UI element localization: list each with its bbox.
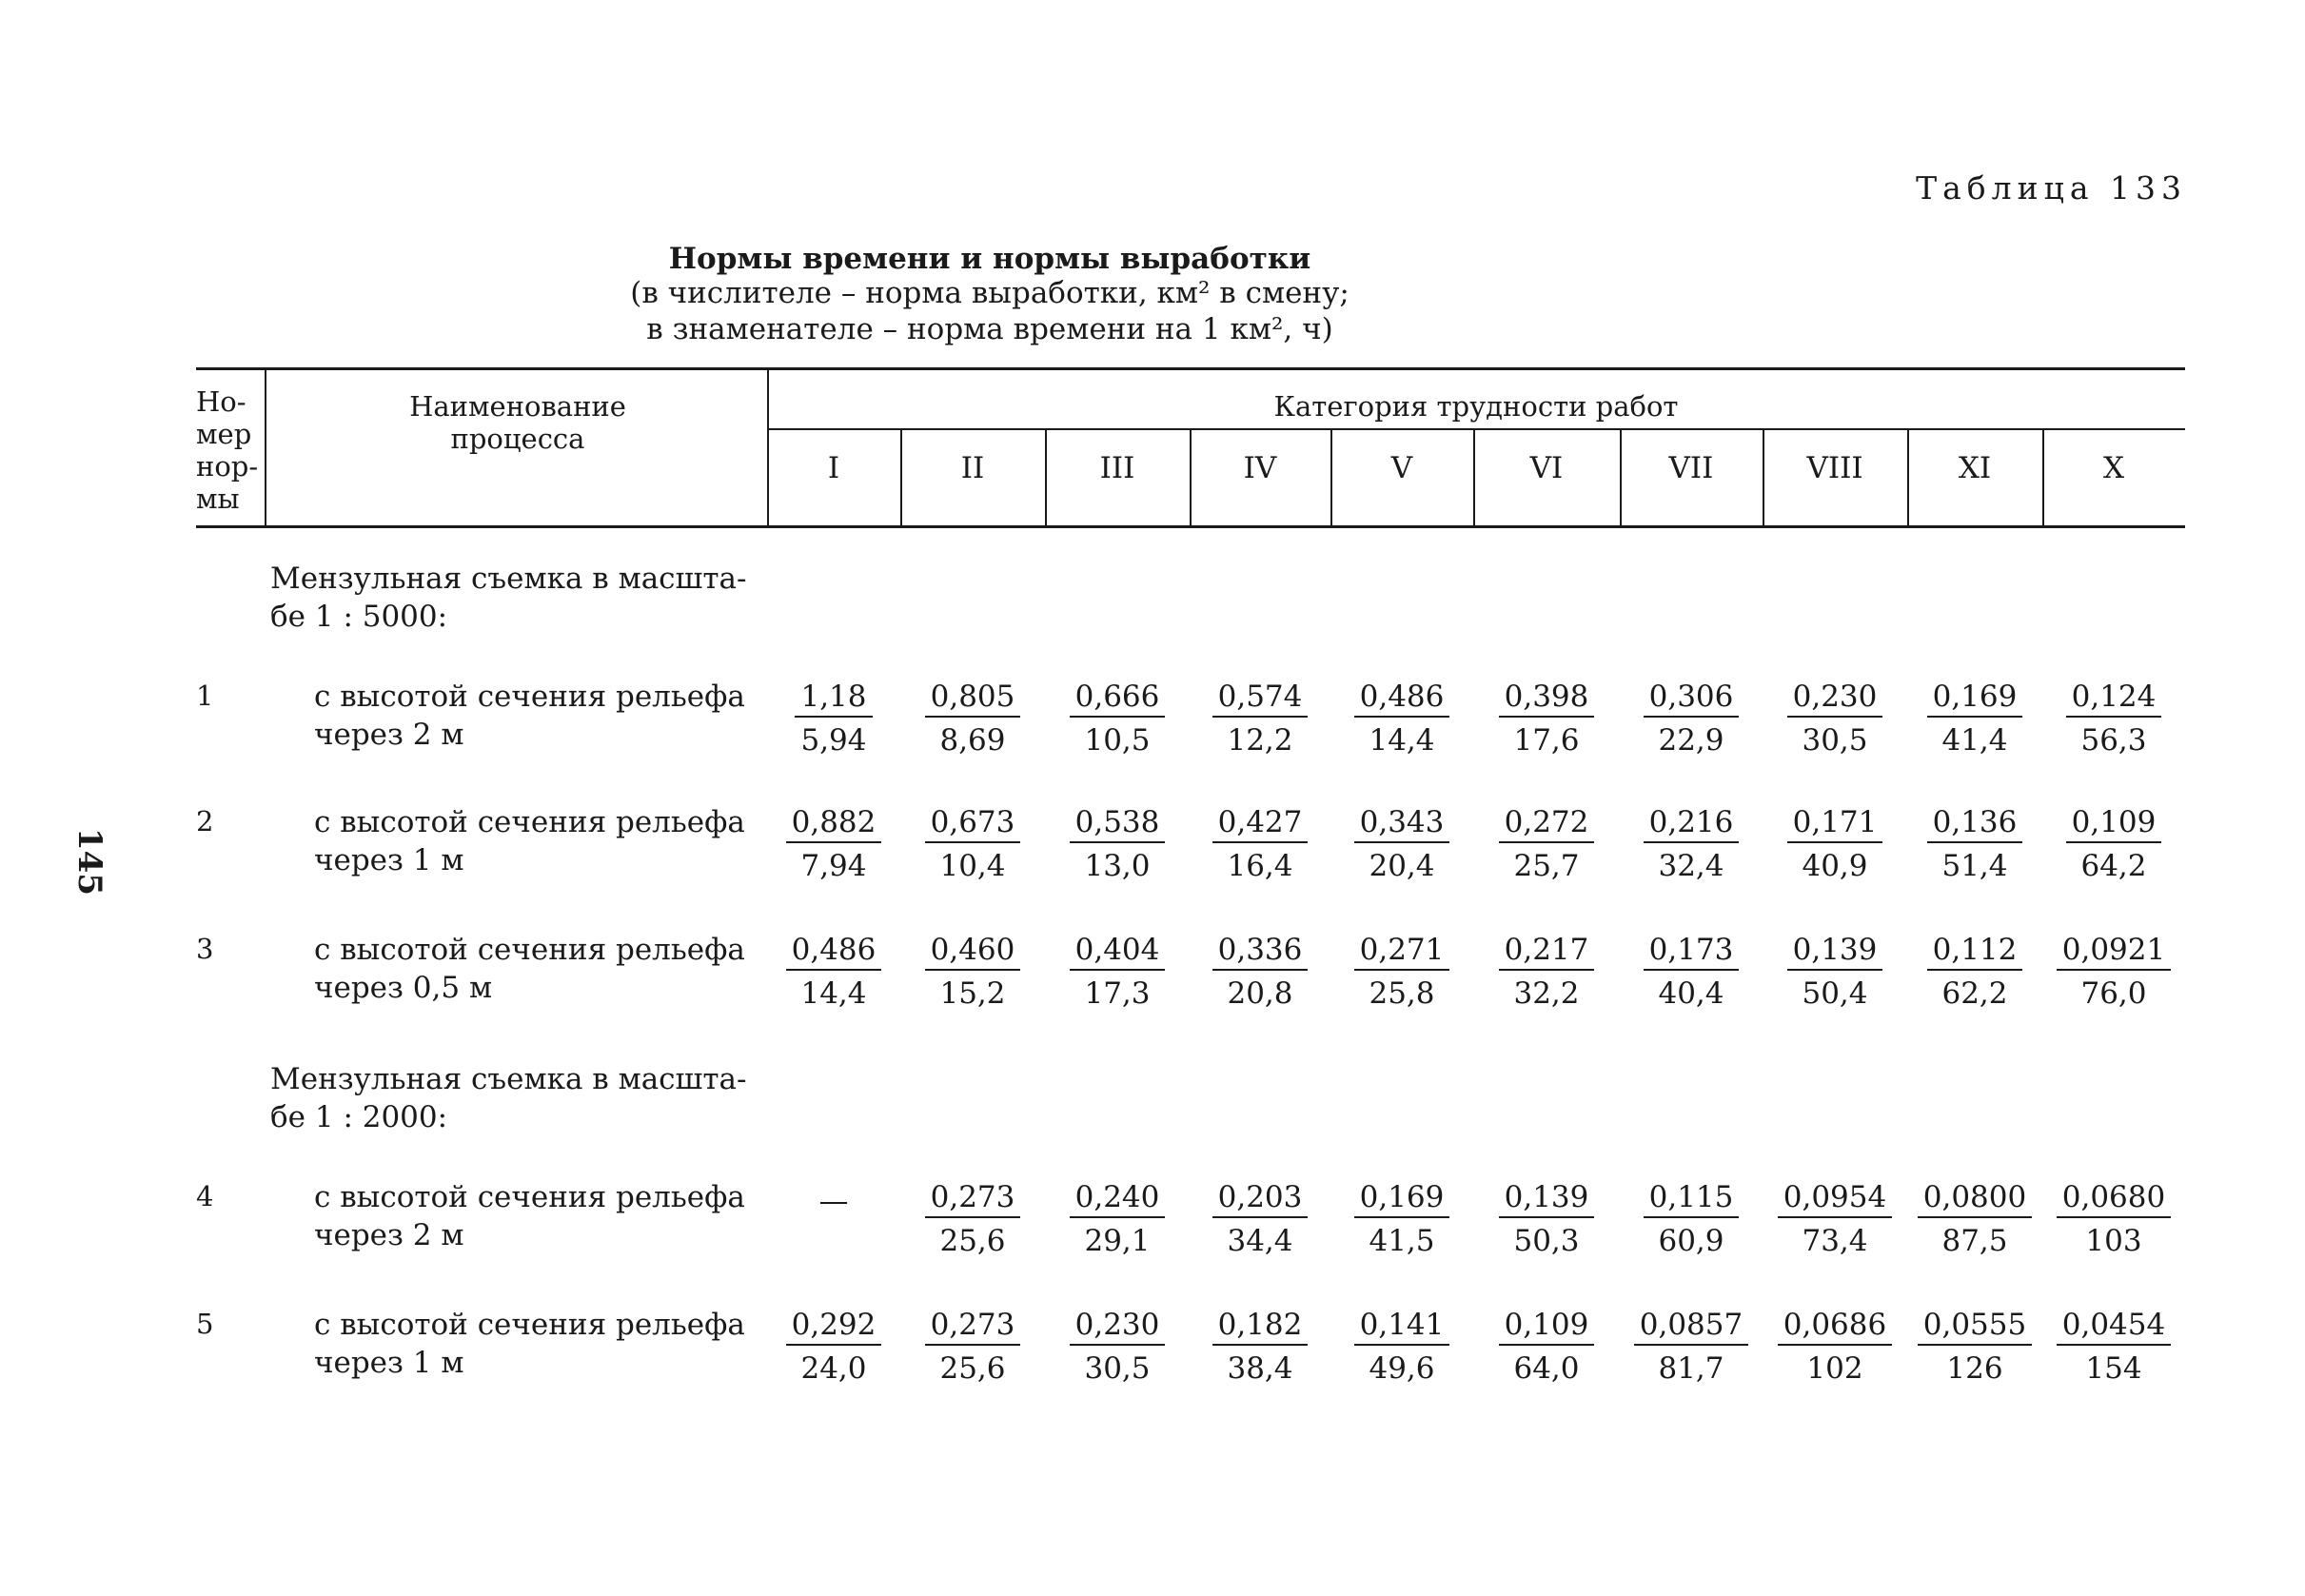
table-cell [1907, 803, 2042, 885]
denominator-value: 102 [1806, 1351, 1863, 1386]
denominator-value: 17,3 [1084, 976, 1151, 1011]
table-cell [1330, 1306, 1473, 1388]
table-cell [1190, 1178, 1330, 1260]
denominator-value: 10,4 [939, 849, 1006, 883]
numerator-value: 0,109 [1499, 1306, 1595, 1346]
denominator-value: 7,94 [800, 849, 867, 883]
denominator-value: 76,0 [2080, 976, 2147, 1011]
table-cell [767, 803, 900, 885]
numerator-value: 0,169 [1927, 678, 2023, 718]
numerator-value: 0,398 [1499, 678, 1595, 718]
table-cell [767, 931, 900, 1013]
table-cell [1620, 803, 1763, 885]
table-cell [1045, 931, 1190, 1013]
table-cell [900, 1306, 1045, 1388]
numerator-value: 0,109 [2066, 803, 2162, 843]
numerator-value: 0,538 [1070, 803, 1166, 843]
numerator-value: 0,0555 [1918, 1306, 2032, 1346]
denominator-value: 20,8 [1227, 976, 1293, 1011]
table-cell [2042, 803, 2185, 885]
row-number: 4 [196, 1180, 214, 1212]
denominator-value: 126 [1946, 1351, 2003, 1386]
subtitle-line-2: в знаменателе – норма времени на 1 км², ч) [646, 312, 1333, 346]
denominator-value: 14,4 [1369, 723, 1435, 758]
denominator-value: 20,4 [1369, 849, 1435, 883]
row-name-line: с высотой сечения рельефа [314, 680, 745, 714]
numerator-value: 1,18 [795, 678, 872, 718]
numerator-value: 0,171 [1787, 803, 1883, 843]
table-cell [1330, 931, 1473, 1013]
numerator-value: 0,273 [925, 1306, 1021, 1346]
table-cell [1473, 1306, 1620, 1388]
denominator-value: 32,2 [1513, 976, 1580, 1011]
denominator-value: 154 [2085, 1351, 2142, 1386]
row-number: 1 [196, 680, 214, 712]
row-name-line: с высотой сечения рельефа [314, 933, 745, 967]
table-cell [1045, 803, 1190, 885]
column-header: III [1099, 451, 1135, 485]
denominator-value: 40,9 [1802, 849, 1868, 883]
numerator-value: 0,139 [1499, 1178, 1595, 1218]
denominator-value: 62,2 [1941, 976, 2008, 1011]
table-cell [900, 931, 1045, 1013]
row-number: 5 [196, 1308, 214, 1340]
numerator-value: 0,271 [1354, 931, 1450, 971]
table-cell [1045, 678, 1190, 759]
table-cell [1620, 678, 1763, 759]
table-cell [900, 678, 1045, 759]
row-name [314, 931, 761, 1007]
numerator-value: 0,230 [1070, 1306, 1166, 1346]
numerator-value: 0,805 [925, 678, 1021, 718]
denominator-value: 16,4 [1227, 849, 1293, 883]
denominator-value: 51,4 [1941, 849, 2008, 883]
row-name [314, 1178, 761, 1254]
numerator-value: 0,115 [1644, 1178, 1740, 1218]
table-cell [767, 1182, 900, 1220]
table-cell [1620, 931, 1763, 1013]
numerator-value: 0,460 [925, 931, 1021, 971]
column-header: VI [1529, 451, 1564, 485]
table-cell [1763, 678, 1907, 759]
row-name-line: через 1 м [314, 1346, 464, 1380]
column-header: X [2102, 451, 2125, 485]
row-name [314, 803, 761, 879]
numerator-value: 0,124 [2066, 678, 2162, 718]
table-cell [767, 678, 900, 759]
section-title: Мензульная съемка в масшта- бе 1 : 5000: [270, 562, 747, 634]
denominator-value: 22,9 [1658, 723, 1724, 758]
category-rule [767, 428, 2185, 430]
header-number-column: Но- мер нор- мы [196, 385, 259, 515]
row-name [314, 1306, 761, 1382]
numerator-value: 0,0921 [2057, 931, 2171, 971]
row-name-line: через 2 м [314, 1218, 464, 1252]
denominator-value: 24,0 [800, 1351, 867, 1386]
numerator-value: 0,486 [1354, 678, 1450, 718]
table-cell [2042, 678, 2185, 759]
column-header: VII [1668, 451, 1714, 485]
numerator-value: 0,673 [925, 803, 1021, 843]
numerator-value: 0,169 [1354, 1178, 1450, 1218]
denominator-value: 5,94 [800, 723, 867, 758]
numerator-value: 0,141 [1354, 1306, 1450, 1346]
table-label: Таблица 133 [1916, 169, 2187, 207]
denominator-value: 25,7 [1513, 849, 1580, 883]
numerator-value: 0,666 [1070, 678, 1166, 718]
numerator-value: 0,0454 [2057, 1306, 2171, 1346]
denominator-value: 25,6 [939, 1351, 1006, 1386]
table-cell [767, 1306, 900, 1388]
table-cell [1907, 931, 2042, 1013]
denominator-value: 49,6 [1369, 1351, 1435, 1386]
column-header: IV [1243, 451, 1277, 485]
row-name-line: с высотой сечения рельефа [314, 805, 745, 839]
numerator-value: 0,203 [1212, 1178, 1309, 1218]
table-cell [1190, 678, 1330, 759]
denominator-value: 25,8 [1369, 976, 1435, 1011]
table-cell [1190, 931, 1330, 1013]
header-category: Категория трудности работ [1273, 390, 1679, 423]
column-header: V [1390, 451, 1413, 485]
denominator-value: 12,2 [1227, 723, 1293, 758]
numerator-value: 0,336 [1212, 931, 1309, 971]
header-name-column: Наименование процесса [409, 390, 626, 455]
denominator-value: 64,0 [1513, 1351, 1580, 1386]
table-cell [1330, 678, 1473, 759]
denominator-value: 73,4 [1802, 1224, 1868, 1258]
denominator-value: 13,0 [1084, 849, 1151, 883]
denominator-value: 30,5 [1802, 723, 1868, 758]
numerator-value: 0,0680 [2057, 1178, 2171, 1218]
numerator-value: 0,0857 [1634, 1306, 1748, 1346]
column-header: II [960, 451, 985, 485]
denominator-value: 41,5 [1369, 1224, 1435, 1258]
numerator-value: 0,216 [1644, 803, 1740, 843]
denominator-value: 29,1 [1084, 1224, 1151, 1258]
table-cell [1763, 803, 1907, 885]
numerator-value: 0,217 [1499, 931, 1595, 971]
numerator-value: 0,427 [1212, 803, 1309, 843]
denominator-value: 50,4 [1802, 976, 1868, 1011]
table-cell [1907, 1306, 2042, 1388]
denominator-value: 25,6 [939, 1224, 1006, 1258]
table-cell [1620, 1306, 1763, 1388]
table-cell [1907, 678, 2042, 759]
numerator-value: 0,136 [1927, 803, 2023, 843]
numerator-value: 0,112 [1927, 931, 2023, 971]
table-cell [1190, 803, 1330, 885]
denominator-value: 50,3 [1513, 1224, 1580, 1258]
table-cell [900, 1178, 1045, 1260]
numerator-value: 0,343 [1354, 803, 1450, 843]
table-cell [1473, 931, 1620, 1013]
header-divider [265, 367, 266, 527]
table-cell [1473, 803, 1620, 885]
denominator-value: 38,4 [1227, 1351, 1293, 1386]
table-cell [1045, 1306, 1190, 1388]
table-cell [2042, 1178, 2185, 1260]
table-cell [1190, 1306, 1330, 1388]
denominator-value: 103 [2085, 1224, 2142, 1258]
numerator-value: 0,240 [1070, 1178, 1166, 1218]
numerator-value: 0,173 [1644, 931, 1740, 971]
numerator-value: 0,306 [1644, 678, 1740, 718]
denominator-value: 32,4 [1658, 849, 1724, 883]
row-name [314, 678, 761, 754]
subtitle-line-1: (в числителе – норма выработки, км² в смену; [630, 276, 1350, 310]
table-cell [1763, 1178, 1907, 1260]
page-number: 145 [70, 828, 108, 896]
column-header: XI [1958, 451, 1992, 485]
table-cell [2042, 1306, 2185, 1388]
table-cell [1763, 1306, 1907, 1388]
denominator-value: 41,4 [1941, 723, 2008, 758]
denominator-value: 8,69 [939, 723, 1006, 758]
row-name-line: с высотой сечения рельефа [314, 1180, 745, 1214]
table-title: Нормы времени и нормы выработки [668, 242, 1311, 276]
table-cell [1473, 1178, 1620, 1260]
row-number: 3 [196, 933, 214, 965]
denominator-value: 15,2 [939, 976, 1006, 1011]
table-top-rule [196, 367, 2185, 370]
numerator-value: 0,0954 [1778, 1178, 1892, 1218]
numerator-value: 0,273 [925, 1178, 1021, 1218]
table-cell [1330, 1178, 1473, 1260]
numerator-value: 0,486 [786, 931, 882, 971]
numerator-value: 0,230 [1787, 678, 1883, 718]
denominator-value: 40,4 [1658, 976, 1724, 1011]
denominator-value: 60,9 [1658, 1224, 1724, 1258]
table-cell [900, 803, 1045, 885]
empty-value: — [818, 1184, 849, 1218]
numerator-value: 0,0686 [1778, 1306, 1892, 1346]
table-cell [1473, 678, 1620, 759]
table-cell [1907, 1178, 2042, 1260]
denominator-value: 10,5 [1084, 723, 1151, 758]
denominator-value: 64,2 [2080, 849, 2147, 883]
denominator-value: 14,4 [800, 976, 867, 1011]
table-cell [2042, 931, 2185, 1013]
numerator-value: 0,139 [1787, 931, 1883, 971]
row-name-line: через 0,5 м [314, 971, 493, 1005]
denominator-value: 34,4 [1227, 1224, 1293, 1258]
numerator-value: 0,404 [1070, 931, 1166, 971]
denominator-value: 87,5 [1941, 1224, 2008, 1258]
row-name-line: через 2 м [314, 718, 464, 752]
numerator-value: 0,0800 [1918, 1178, 2032, 1218]
denominator-value: 56,3 [2080, 723, 2147, 758]
row-name-line: через 1 м [314, 843, 464, 877]
numerator-value: 0,292 [786, 1306, 882, 1346]
denominator-value: 81,7 [1658, 1351, 1724, 1386]
table-cell [1330, 803, 1473, 885]
table-cell [1620, 1178, 1763, 1260]
section-title: Мензульная съемка в масшта- бе 1 : 2000: [270, 1062, 747, 1134]
row-name-line: с высотой сечения рельефа [314, 1308, 745, 1342]
numerator-value: 0,882 [786, 803, 882, 843]
row-number: 2 [196, 805, 214, 837]
column-header: I [827, 451, 840, 485]
table-cell [1763, 931, 1907, 1013]
table-cell [1045, 1178, 1190, 1260]
column-header: VIII [1806, 451, 1863, 485]
numerator-value: 0,574 [1212, 678, 1309, 718]
numerator-value: 0,272 [1499, 803, 1595, 843]
numerator-value: 0,182 [1212, 1306, 1309, 1346]
denominator-value: 30,5 [1084, 1351, 1151, 1386]
denominator-value: 17,6 [1513, 723, 1580, 758]
